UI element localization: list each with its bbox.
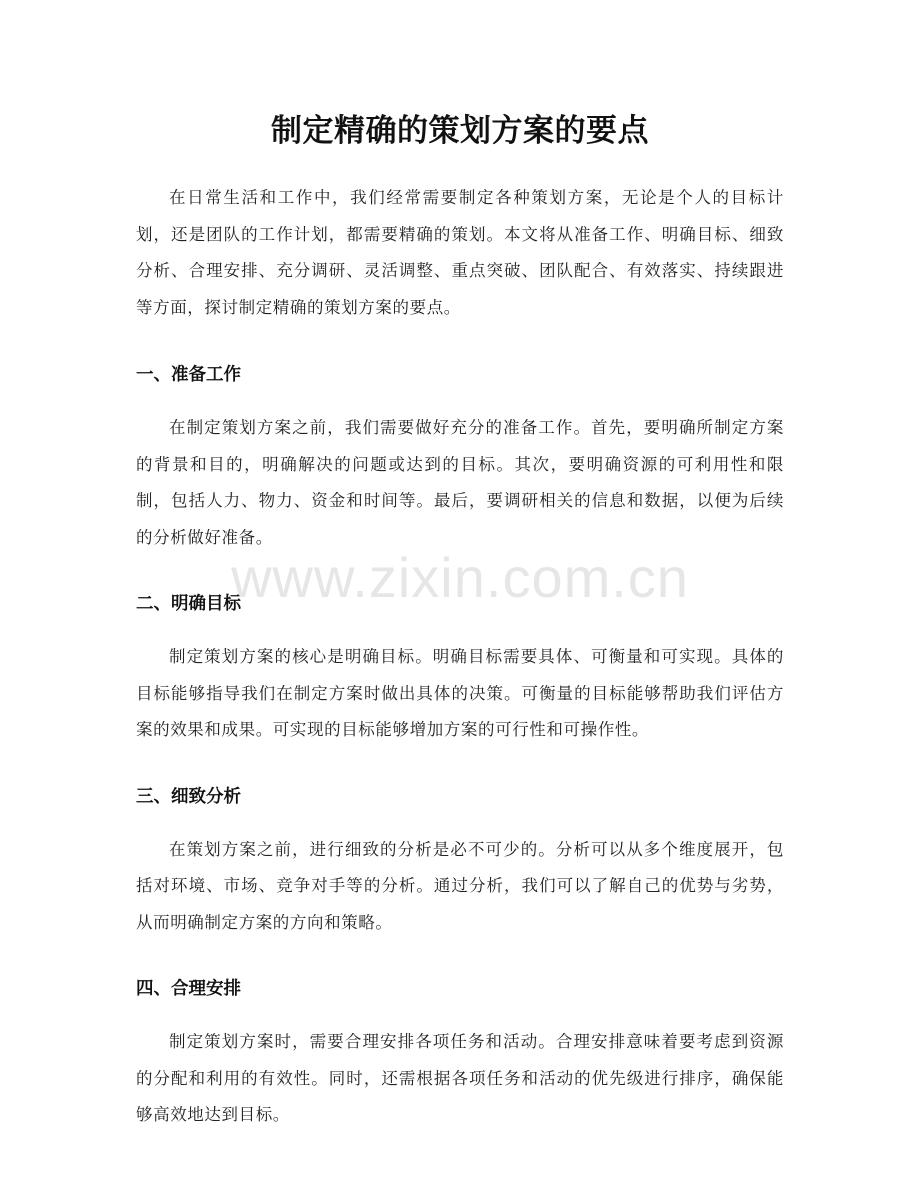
section-body-goals: 制定策划方案的核心是明确目标。明确目标需要具体、可衡量和可实现。具体的目标能够指导我们在制定方案时做出具体的决策。可衡量的目标能够帮助我们评估方案的效果和成果。可实现的目标能够增加方案的可行性和可操作性。 (136, 647, 784, 739)
section-body-analysis: 在策划方案之前，进行细致的分析是必不可少的。分析可以从多个维度展开，包括对环境、市场、竞争对手等的分析。通过分析，我们可以了解自己的优势与劣势，从而明确制定方案的方向和策略。 (136, 839, 784, 932)
section-heading-analysis: 三、细致分析 (136, 786, 241, 807)
document-title: 制定精确的策划方案的要点 (271, 113, 649, 149)
section-body-arrangement: 制定策划方案时，需要合理安排各项任务和活动。合理安排意味着要考虑到资源的分配和利用的有效性。同时，还需根据各项任务和活动的优先级进行排序，确保能够高效地达到目标。 (136, 1032, 784, 1124)
intro-paragraph: 在日常生活和工作中，我们经常需要制定各种策划方案，无论是个人的目标计划，还是团队的工作计划，都需要精确的策划。本文将从准备工作、明确目标、细致分析、合理安排、充分调研、灵活调整、重点突破、团队配合、有效落实、持续跟进等方面，探讨制定精确的策划方案的要点。 (136, 188, 784, 317)
section-body-preparation: 在制定策划方案之前，我们需要做好充分的准备工作。首先，要明确所制定方案的背景和目的，明确解决的问题或达到的目标。其次，要明确资源的可利用性和限制，包括人力、物力、资金和时间等。最后，要调研相关的信息和数据，以便为后续的分析做好准备。 (136, 418, 784, 547)
section-heading-arrangement: 四、合理安排 (136, 979, 241, 999)
watermark: www.zixin.com.cn (231, 546, 689, 609)
section-heading-goals: 二、明确目标 (136, 594, 241, 614)
document-body (136, 180, 784, 1134)
section-heading-preparation: 一、准备工作 (136, 365, 241, 385)
